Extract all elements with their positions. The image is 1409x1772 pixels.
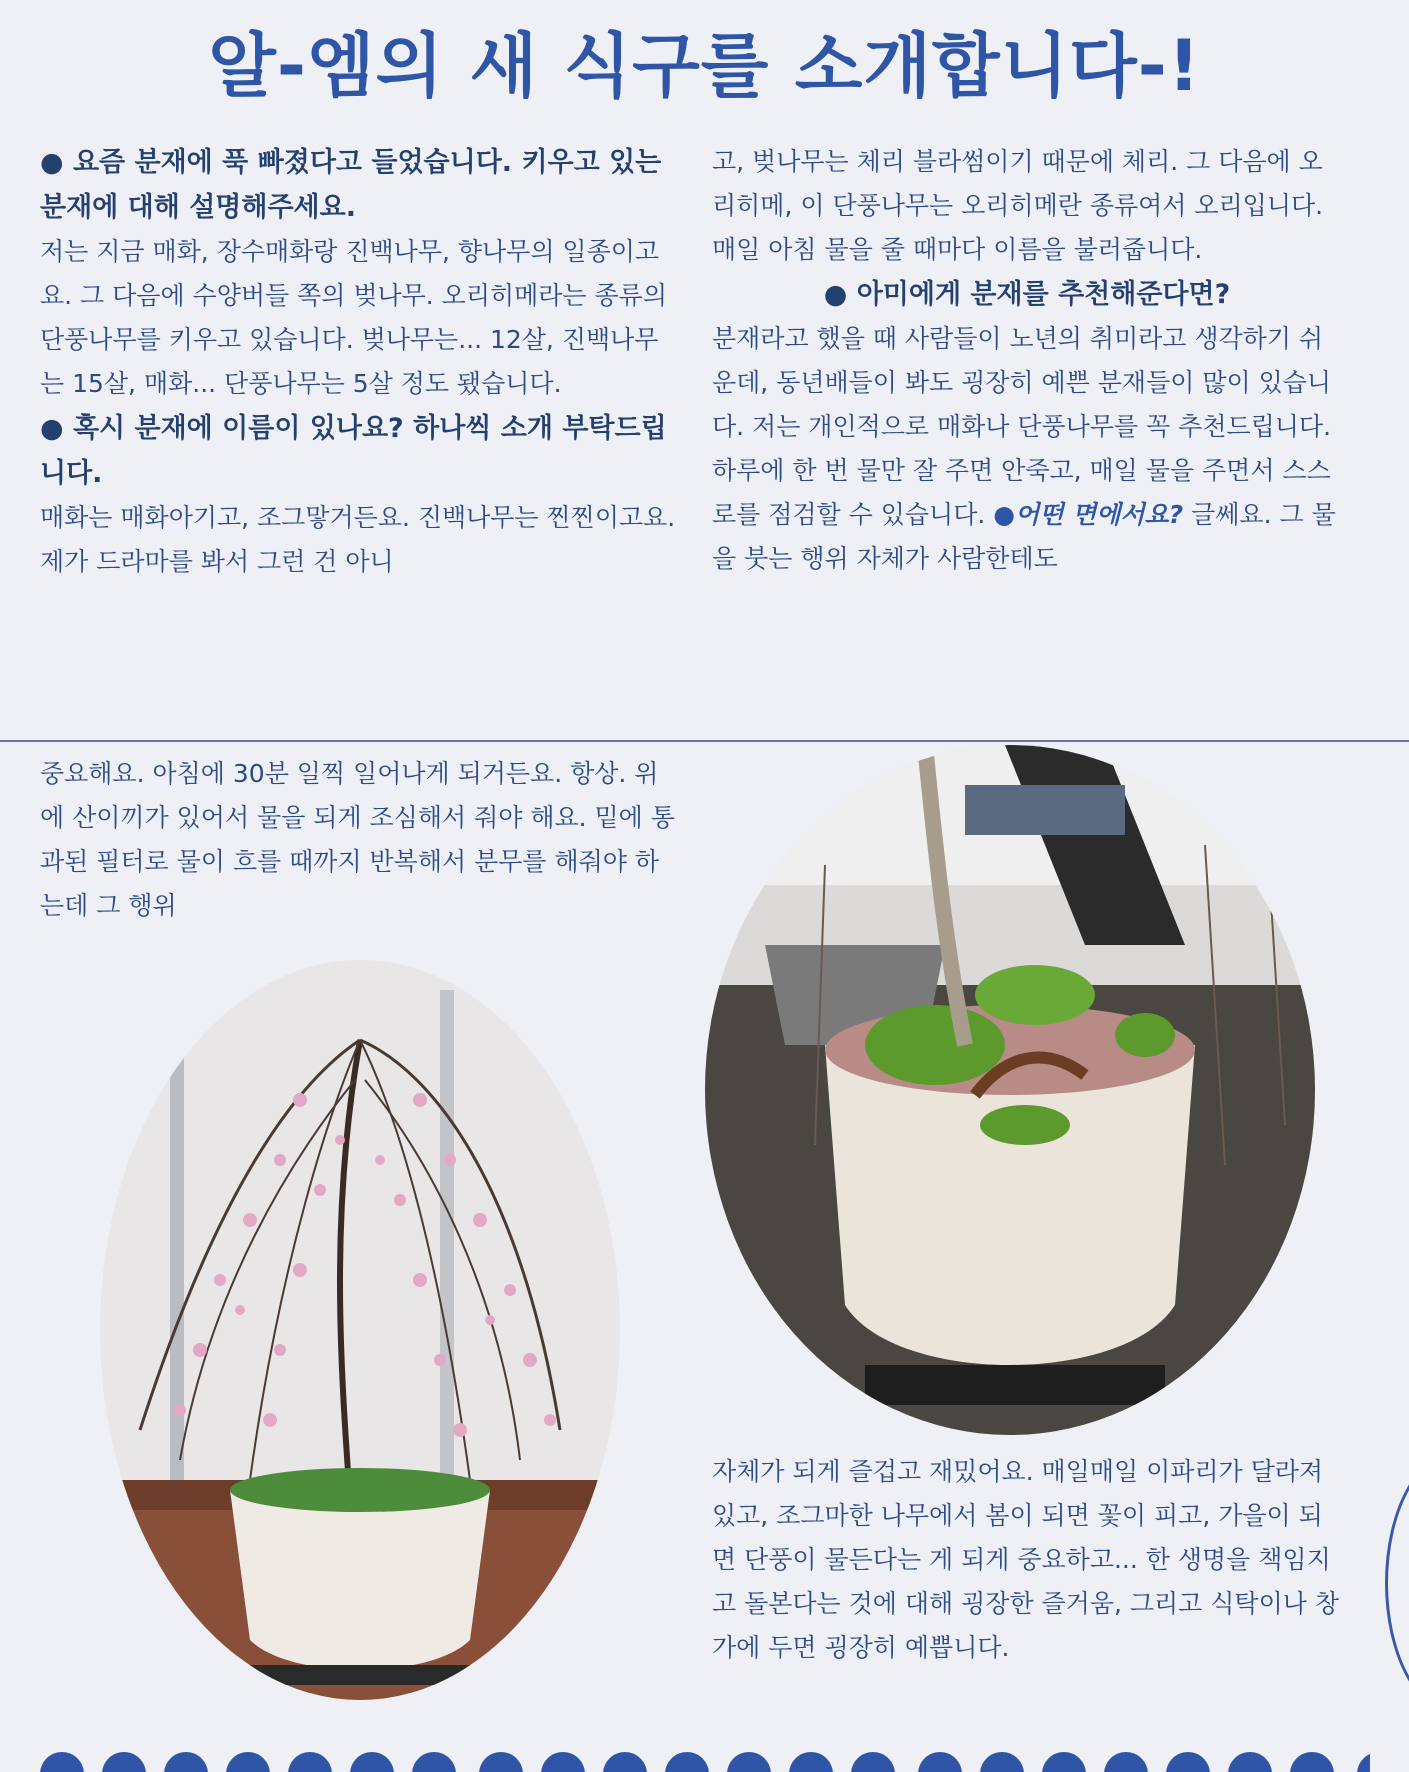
question-4: ●어떤 면에서요?: [993, 500, 1184, 529]
answer-4: 글쎄요. 그 물을 붓는 행위 자체가 사람한테도: [712, 500, 1336, 573]
question-3: ● 아미에게 분재를 추천해준다면?: [823, 279, 1231, 310]
answer-4-continued: 중요해요. 아침에 30분 일찍 일어나게 되거든요. 항상. 위에 산이끼가 있어서 물을 되게 조심해서 줘야 해요. 밑에 통과된 필터로 물이 흐를 때까지 반복해서 분무를 해줘야 하는데 그 행위: [40, 759, 675, 920]
article-title: 알-엠의 새 식구를 소개합니다-!: [208, 25, 1201, 107]
answer-2: 매화는 매화아기고, 조그맣거든요. 진백나무는 찐찐이고요. 제가 드라마를 봐서 그런 건 아니: [40, 503, 676, 576]
cherry-blossom-bonsai-photo: [100, 960, 620, 1700]
left-top-column: [40, 140, 680, 584]
question-2: ● 혹시 분재에 이름이 있나요? 하나씩 소개 부탁드립니다.: [40, 413, 667, 489]
right-top-column: [712, 140, 1342, 581]
answer-2-continued: 고, 벚나무는 체리 블라썸이기 때문에 체리. 그 다음에 오리히메, 이 단풍나무는 오리히메란 종류여서 오리입니다. 매일 아침 물을 줄 때마다 이름을 불러줍니다.: [712, 147, 1324, 264]
decorative-dot-border: [40, 1752, 1370, 1772]
moss-bonsai-pot-photo: [705, 745, 1315, 1435]
decorative-ring: [1385, 1450, 1409, 1716]
right-bottom-column: [712, 1450, 1342, 1670]
answer-4-ending: 자체가 되게 즐겁고 재밌어요. 매일매일 이파리가 달라져있고, 조그마한 나무에서 봄이 되면 꽃이 피고, 가을이 되면 단풍이 물든다는 게 되게 중요하고... 한 생명을 책임지고 돌본다는 것에 대해 굉장한 즐거움, 그리고 식탁이나 창가에 두면 굉장히 예쁩니다.: [712, 1457, 1339, 1662]
left-bottom-column: [40, 752, 680, 928]
answer-3: [712, 317, 1342, 581]
answer-1: 저는 지금 매화, 장수매화랑 진백나무, 향나무의 일종이고요. 그 다음에 수양버들 쪽의 벚나무. 오리히메라는 종류의 단풍나무를 키우고 있습니다. 벚나무는... 12살, 진백나무는 15살, 매화... 단풍나무는 5살 정도 됐습니다.: [40, 237, 667, 398]
question-1: ● 요즘 분재에 푹 빠졌다고 들었습니다. 키우고 있는 분재에 대해 설명해주세요.: [40, 147, 662, 223]
section-divider: [0, 740, 1409, 742]
answer-3-text: 분재라고 했을 때 사람들이 노년의 취미라고 생각하기 쉬운데, 동년배들이 봐도 굉장히 예쁜 분재들이 많이 있습니다. 저는 개인적으로 매화나 단풍나무를 꼭 추천드립니다. 하루에 한 번 물만 잘 주면 안죽고, 매일 물을 주면서 스스로를 점검할 수 있습니다.: [712, 324, 1332, 529]
